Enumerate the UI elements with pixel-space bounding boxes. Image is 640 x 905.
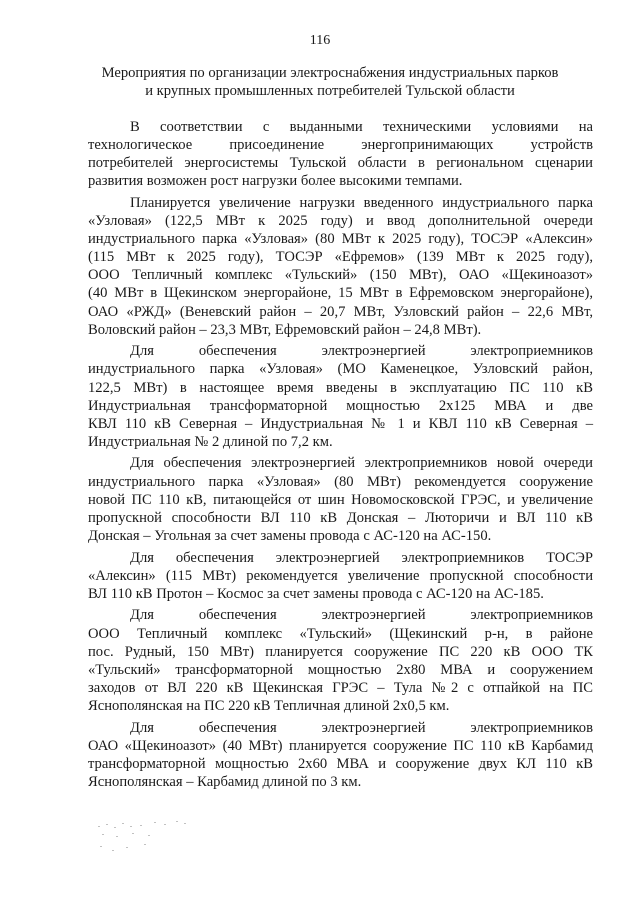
title-line-1: Мероприятия по организации электроснабжения индустриальных парков (101, 65, 559, 81)
scan-speck (126, 847, 128, 848)
scan-speck (140, 825, 142, 826)
paragraph (88, 194, 593, 339)
paragraph (88, 549, 593, 603)
paragraph-line: «Алексин» (115 МВт) рекомендуется увеличение пропускной способности (88, 567, 593, 584)
paragraph-line: (115 МВт к 2025 году), ТОСЭР «Ефремов» (139 МВт к 2025 году), (88, 249, 593, 266)
scan-speck (100, 846, 102, 847)
paragraph-line: ВЛ 110 кВ Протон – Космос за счет замены провода с АС-120 на АС-185. (88, 585, 544, 602)
paragraph-line: КВЛ 110 кВ Северная – Индустриальная № 1 и КВЛ 110 кВ Северная – (88, 415, 593, 432)
paragraph-line: Для обеспечения электроэнергией электроприемников ТОСЭР (130, 549, 593, 566)
paragraph-line: В соответствии с выданными техническими условиями на (130, 119, 593, 135)
paragraph-line: потребителей энергосистемы Тульской области в региональном сценарии (88, 155, 593, 172)
scan-speck (98, 826, 100, 827)
scan-speck (176, 821, 178, 822)
paragraph-line: индустриального парка «Узловая» (80 МВт к 2025 году), ТОСЭР «Алексин» (88, 231, 593, 248)
paragraph-line: Донская – Угольная за счет замены провода с АС-120 на АС-150. (88, 527, 492, 544)
title-line-2: и крупных промышленных потребителей Тульской области (145, 83, 515, 99)
paragraph-line: ОАО «Щекиноазот» (40 МВт) планируется сооружение ПС 110 кВ Карбамид (88, 737, 593, 754)
paragraph-line: «Тульский» трансформаторной мощностью 2х80 МВА и сооружением (88, 661, 593, 678)
paragraph-line: пос. Рудный, 150 МВт) планируется сооружение ПС 220 кВ ООО ТК (88, 643, 593, 660)
paragraph-line: заходов от ВЛ 220 кВ Щекинская ГРЭС – Тула №2 с отпайкой на ПС (88, 679, 593, 696)
paragraph-line: ООО Тепличный комплекс «Тульский» (Щекинский р-н, в районе (88, 625, 593, 642)
paragraph (88, 454, 593, 544)
paragraph-line: развития возможен рост нагрузки более высокими темпами. (88, 173, 463, 190)
paragraph-line: Для обеспечения электроэнергией электроприемников новой очереди (130, 455, 593, 472)
paragraph-line: индустриального парка «Узловая» (80 МВт) рекомендуется сооружение (88, 473, 593, 490)
paragraph (88, 118, 593, 190)
document-body (88, 118, 593, 795)
paragraph-line: Для обеспечения электроэнергией электроприемников (130, 343, 593, 360)
paragraph (88, 606, 593, 715)
paragraph-line: ООО Тепличный комплекс «Тульский» (150 МВт), ОАО «Щекиноазот» (88, 267, 593, 284)
paragraph-line: трансформаторной мощностью 2х60 МВА и сооружение двух КЛ 110 кВ (88, 755, 593, 772)
paragraph-line: (40 МВт в Щекинском энергорайоне, 15 МВт в Ефремовском энергорайоне), (88, 285, 593, 302)
scan-speck (122, 823, 124, 824)
paragraph-line: новой ПС 110 кВ, питающейся от шин Новомосковской ГРЭС, и увеличение (88, 491, 593, 508)
paragraph-line: индустриального парка «Узловая» (МО Каменецкое, Узловский район, (88, 361, 593, 378)
scan-speck (102, 834, 104, 835)
section-title (80, 64, 580, 100)
paragraph (88, 719, 593, 791)
scan-speck (114, 827, 116, 828)
paragraph-line: «Узловая» (122,5 МВт к 2025 году) и ввод дополнительной очереди (88, 213, 593, 230)
scan-speck (144, 844, 146, 845)
paragraph-line: ОАО «РЖД» (Веневский район – 20,7 МВт, Узловский район – 22,6 МВт, (88, 303, 593, 320)
paragraph-line: пропускной способности ВЛ 110 кВ Донская – Люторичи и ВЛ 110 кВ (88, 509, 593, 526)
scan-speck (132, 833, 134, 834)
paragraph (88, 342, 593, 451)
paragraph-line: 122,5 МВт) в настоящее время введены в эксплуатацию ПС 110 кВ (88, 379, 593, 396)
paragraph-line: Индустриальная трансформаторной мощностью 2х125 МВА и две (88, 397, 593, 414)
paragraph-line: Планируется увеличение нагрузки введенного индустриального парка (130, 194, 593, 211)
scan-speck (148, 835, 150, 836)
scan-speck (106, 824, 108, 825)
scan-smudge (96, 820, 216, 870)
paragraph-line: Воловский район – 23,3 МВт, Ефремовский район – 24,8 МВт). (88, 321, 482, 338)
paragraph-line: Яснополянская на ПС 220 кВ Тепличная длиной 2х0,5 км. (88, 697, 450, 714)
scan-speck (184, 823, 186, 824)
scan-speck (130, 826, 132, 827)
paragraph-line: Яснополянская – Карбамид длиной по 3 км. (88, 773, 362, 790)
paragraph-line: Для обеспечения электроэнергией электроприемников (130, 719, 593, 736)
scan-speck (154, 822, 156, 823)
page-number: 116 (309, 33, 331, 48)
scan-speck (116, 836, 118, 837)
paragraph-line: технологическое присоединение энергопринимающих устройств (88, 137, 593, 154)
paragraph-line: Индустриальная № 2 длиной по 7,2 км. (88, 433, 333, 450)
paragraph-line: Для обеспечения электроэнергией электроприемников (130, 607, 593, 624)
scan-speck (164, 824, 166, 825)
scan-speck (112, 850, 114, 851)
